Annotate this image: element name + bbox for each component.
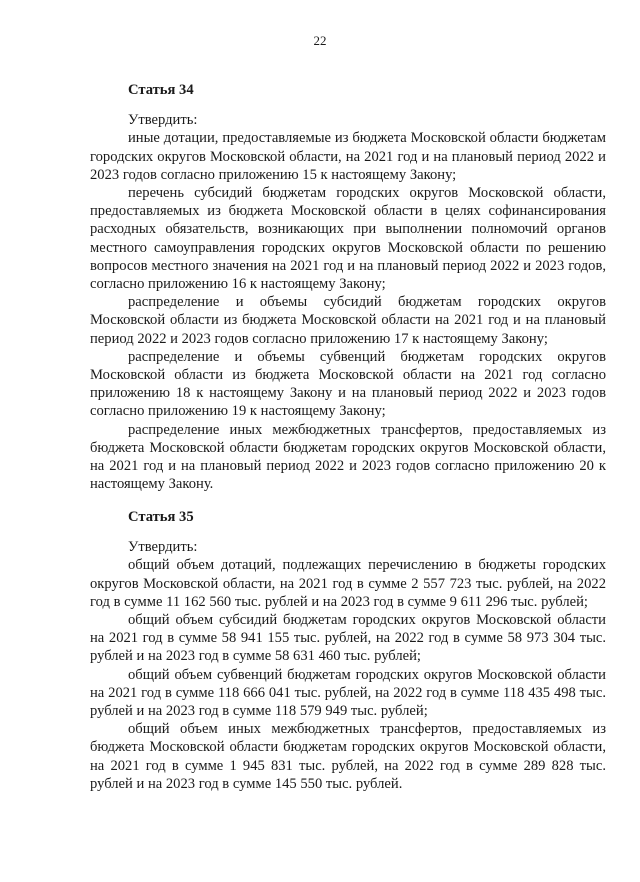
article-paragraph: иные дотации, предоставляемые из бюджета Московской области бюджетам городских округов Московской области, на 2021 год и на плановый период 2022 и 2023 годов согласно приложению 15 к настоящему Закону; [90,130,606,183]
article-34 [90,81,606,493]
article-35 [90,508,606,793]
article-paragraph: распределение иных межбюджетных трансфертов, предоставляемых из бюджета Московской области бюджетам городских округов Московской области, на 2021 год и на плановый период 2022 и 2023 годов согласно приложению 20 к настоящему Закону. [90,421,606,493]
article-title: Статья 35 [128,509,194,525]
article-intro: Утвердить: [128,112,198,129]
article-paragraph: общий объем субвенций бюджетам городских округов Московской области на 2021 год в сумме 118 666 041 тыс. рублей, на 2022 год в сумме 118 435 498 тыс. рублей и на 2023 год в сумме 118 579 949 тыс. рублей; [90,666,606,720]
page-number: 22 [313,33,327,48]
article-paragraph: распределение и объемы субвенций бюджетам городских округов Московской области из бюджета Московской области на 2021 год согласно приложению 18 к настоящему Закону и на плановый период 2022 и 2023 годов согласно приложению 19 к настоящему Закону; [90,348,606,420]
article-intro: Утвердить: [128,539,198,556]
article-title: Статья 34 [128,82,194,98]
article-paragraph: общий объем иных межбюджетных трансфертов, предоставляемых из бюджета Московской области бюджетам городских округов Московской области, на 2021 год в сумме 1 945 831 тыс. рублей, на 2022 год в сумме 289 828 тыс. рублей и на 2023 год в сумме 145 550 тыс. рублей. [90,721,606,792]
article-paragraph: перечень субсидий бюджетам городских округов Московской области, предоставляемых из бюджета Московской области в целях софинансирования расходных обязательств, возникающих при выполнении полномочий органов местного самоуправления городских округов Московской области по решению вопросов местного значения на 2021 год и на плановый период 2022 и 2023 годов, согласно приложению 16 к настоящему Закону; [90,185,606,293]
article-paragraph: распределение и объемы субсидий бюджетам городских округов Московской области из бюджета Московской области на 2021 год и на плановый период 2022 и 2023 годов согласно приложению 17 к настоящему Закону; [90,294,606,347]
article-paragraph: общий объем дотаций, подлежащих перечислению в бюджеты городских округов Московской области, на 2021 год в сумме 2 557 723 тыс. рублей, на 2022 год в сумме 11 162 560 тыс. рублей и на 2023 год в сумме 9 611 296 тыс. рублей; [90,557,606,610]
article-paragraph: общий объем субсидий бюджетам городских округов Московской области на 2021 год в сумме 58 941 155 тыс. рублей, на 2022 год в сумме 58 973 304 тыс. рублей и на 2023 год в сумме 58 631 460 тыс. рублей; [90,612,606,665]
